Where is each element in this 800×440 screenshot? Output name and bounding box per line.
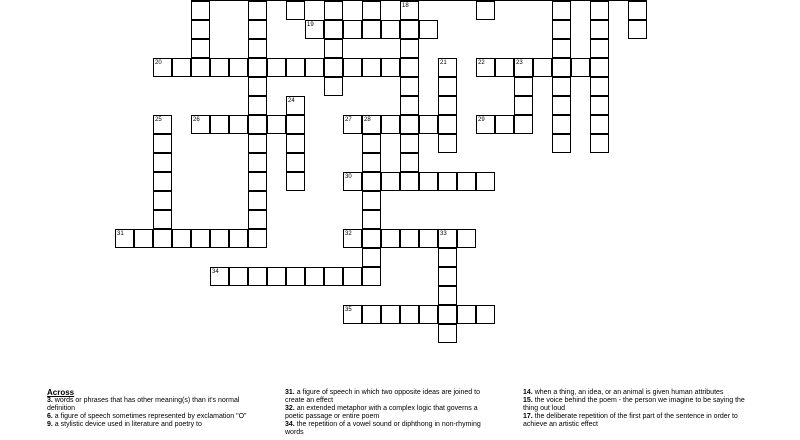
grid-cell[interactable] bbox=[324, 1, 343, 20]
grid-cell[interactable] bbox=[438, 115, 457, 134]
grid-cell[interactable] bbox=[628, 20, 647, 39]
grid-cell[interactable] bbox=[400, 77, 419, 96]
clue-number: 28 bbox=[364, 117, 371, 123]
grid-cell[interactable] bbox=[343, 229, 362, 248]
grid-cell[interactable] bbox=[248, 96, 267, 115]
grid-cell[interactable] bbox=[153, 58, 172, 77]
grid-cell[interactable] bbox=[362, 115, 381, 134]
grid-cell[interactable] bbox=[248, 58, 267, 77]
grid-cell[interactable] bbox=[400, 153, 419, 172]
grid-cell[interactable] bbox=[286, 134, 305, 153]
grid-cell[interactable] bbox=[571, 0, 590, 1]
grid-cell[interactable] bbox=[552, 115, 571, 134]
grid-cell[interactable] bbox=[438, 58, 457, 77]
grid-cell[interactable] bbox=[210, 115, 229, 134]
clue-number: 19 bbox=[307, 22, 314, 28]
grid-cell[interactable] bbox=[438, 248, 457, 267]
grid-cell[interactable] bbox=[362, 305, 381, 324]
clue-number: 33 bbox=[440, 231, 447, 237]
grid-cell[interactable] bbox=[514, 0, 533, 1]
grid-cell[interactable] bbox=[210, 58, 229, 77]
grid-cell[interactable] bbox=[590, 20, 609, 39]
grid-cell[interactable] bbox=[362, 58, 381, 77]
grid-cell[interactable] bbox=[362, 229, 381, 248]
grid-cell[interactable] bbox=[248, 134, 267, 153]
grid-cell[interactable] bbox=[495, 115, 514, 134]
grid-cell[interactable] bbox=[476, 172, 495, 191]
grid-cell[interactable] bbox=[248, 115, 267, 134]
grid-cell[interactable] bbox=[438, 324, 457, 343]
grid-cell[interactable] bbox=[609, 0, 628, 1]
clue-number: 34 bbox=[212, 269, 219, 275]
grid-cell[interactable] bbox=[343, 0, 362, 1]
grid-cell[interactable] bbox=[248, 39, 267, 58]
grid-cell[interactable] bbox=[590, 77, 609, 96]
grid-cell[interactable] bbox=[381, 0, 400, 1]
grid-cell[interactable] bbox=[495, 0, 514, 1]
grid-cell[interactable] bbox=[381, 305, 400, 324]
grid-cell[interactable] bbox=[210, 0, 229, 1]
grid-cell[interactable] bbox=[229, 0, 248, 1]
grid-cell[interactable] bbox=[191, 20, 210, 39]
grid-cell[interactable] bbox=[400, 58, 419, 77]
clue-number: 21 bbox=[440, 60, 447, 66]
grid-cell[interactable] bbox=[305, 20, 324, 39]
grid-cell[interactable] bbox=[153, 229, 172, 248]
grid-cell[interactable] bbox=[286, 115, 305, 134]
grid-cell[interactable] bbox=[438, 286, 457, 305]
grid-cell[interactable] bbox=[286, 267, 305, 286]
grid-cell[interactable] bbox=[324, 58, 343, 77]
grid-cell[interactable] bbox=[571, 58, 590, 77]
grid-cell[interactable] bbox=[590, 96, 609, 115]
grid-cell[interactable] bbox=[476, 115, 495, 134]
grid-cell[interactable] bbox=[324, 39, 343, 58]
grid-cell[interactable] bbox=[457, 229, 476, 248]
grid-cell[interactable] bbox=[400, 20, 419, 39]
grid-cell[interactable] bbox=[286, 96, 305, 115]
grid-cell[interactable] bbox=[305, 267, 324, 286]
grid-cell[interactable] bbox=[400, 172, 419, 191]
clue-number: 29 bbox=[478, 117, 485, 123]
grid-cell[interactable] bbox=[362, 267, 381, 286]
grid-cell[interactable] bbox=[438, 267, 457, 286]
grid-cell[interactable] bbox=[514, 115, 533, 134]
grid-cell[interactable] bbox=[248, 1, 267, 20]
grid-cell[interactable] bbox=[514, 77, 533, 96]
grid-cell[interactable] bbox=[248, 20, 267, 39]
grid-cell[interactable] bbox=[457, 305, 476, 324]
grid-cell[interactable] bbox=[191, 39, 210, 58]
clue-number: 18 bbox=[402, 3, 409, 9]
grid-cell[interactable] bbox=[343, 172, 362, 191]
grid-cell[interactable] bbox=[191, 58, 210, 77]
grid-cell[interactable] bbox=[267, 115, 286, 134]
clue-item: 9. a stylistic device used in literature and poetry to bbox=[47, 421, 202, 428]
grid-cell[interactable] bbox=[400, 305, 419, 324]
grid-cell[interactable] bbox=[552, 96, 571, 115]
grid-cell[interactable] bbox=[419, 172, 438, 191]
grid-cell[interactable] bbox=[438, 96, 457, 115]
grid-cell[interactable] bbox=[590, 115, 609, 134]
clue-item: 31. a figure of speech in which two opposite ideas are joined to create an effect bbox=[285, 389, 480, 404]
grid-cell[interactable] bbox=[229, 58, 248, 77]
clue-number: 25 bbox=[155, 117, 162, 123]
grid-cell[interactable] bbox=[400, 229, 419, 248]
grid-cell[interactable] bbox=[400, 39, 419, 58]
clue-item: 17. the deliberate repetition of the first part of the sentence in order to achieve an artistic effect bbox=[523, 413, 738, 428]
grid-cell[interactable] bbox=[248, 229, 267, 248]
grid-cell[interactable] bbox=[552, 1, 571, 20]
grid-cell[interactable] bbox=[153, 153, 172, 172]
grid-cell[interactable] bbox=[267, 267, 286, 286]
grid-cell[interactable] bbox=[362, 210, 381, 229]
clue-item: 14. when a thing, an idea, or an animal is given human attributes bbox=[523, 389, 724, 396]
grid-cell[interactable] bbox=[438, 134, 457, 153]
grid-cell[interactable] bbox=[362, 20, 381, 39]
grid-cell[interactable] bbox=[590, 134, 609, 153]
clue-number: 35 bbox=[345, 307, 352, 313]
clue-number: 30 bbox=[345, 174, 352, 180]
clue-column-3 bbox=[523, 389, 748, 429]
grid-cell[interactable] bbox=[343, 115, 362, 134]
grid-cell[interactable] bbox=[362, 1, 381, 20]
grid-cell[interactable] bbox=[476, 1, 495, 20]
clue-number: 24 bbox=[288, 98, 295, 104]
grid-cell[interactable] bbox=[248, 267, 267, 286]
grid-cell[interactable] bbox=[172, 229, 191, 248]
grid-cell[interactable] bbox=[590, 1, 609, 20]
grid-cell[interactable] bbox=[191, 229, 210, 248]
grid-cell[interactable] bbox=[324, 20, 343, 39]
grid-cell[interactable] bbox=[267, 0, 286, 1]
grid-cell[interactable] bbox=[533, 0, 552, 1]
grid-cell[interactable] bbox=[229, 115, 248, 134]
grid-cell[interactable] bbox=[552, 134, 571, 153]
grid-cell[interactable] bbox=[400, 1, 419, 20]
grid-cell[interactable] bbox=[229, 267, 248, 286]
grid-cell[interactable] bbox=[381, 115, 400, 134]
grid-cell[interactable] bbox=[552, 20, 571, 39]
grid-cell[interactable] bbox=[533, 58, 552, 77]
grid-cell[interactable] bbox=[343, 20, 362, 39]
grid-cell[interactable] bbox=[248, 172, 267, 191]
grid-cell[interactable] bbox=[362, 153, 381, 172]
grid-cell[interactable] bbox=[495, 58, 514, 77]
grid-cell[interactable] bbox=[305, 58, 324, 77]
grid-cell[interactable] bbox=[286, 153, 305, 172]
grid-cell[interactable] bbox=[191, 115, 210, 134]
grid-cell[interactable] bbox=[153, 210, 172, 229]
grid-cell[interactable] bbox=[248, 191, 267, 210]
grid-cell[interactable] bbox=[400, 115, 419, 134]
clue-item: 6. a figure of speech sometimes represented by exclamation "O" bbox=[47, 413, 247, 420]
grid-cell[interactable] bbox=[400, 96, 419, 115]
grid-cell[interactable] bbox=[590, 58, 609, 77]
grid-cell[interactable] bbox=[362, 172, 381, 191]
grid-cell[interactable] bbox=[305, 0, 324, 1]
grid-cell[interactable] bbox=[362, 191, 381, 210]
grid-cell[interactable] bbox=[286, 58, 305, 77]
grid-cell[interactable] bbox=[362, 134, 381, 153]
grid-cell[interactable] bbox=[514, 96, 533, 115]
grid-cell[interactable] bbox=[628, 1, 647, 20]
grid-cell[interactable] bbox=[476, 305, 495, 324]
grid-cell[interactable] bbox=[381, 172, 400, 191]
grid-cell[interactable] bbox=[248, 153, 267, 172]
grid-cell[interactable] bbox=[552, 39, 571, 58]
grid-cell[interactable] bbox=[419, 20, 438, 39]
grid-cell[interactable] bbox=[552, 77, 571, 96]
clue-item: 3. words or phrases that has other meaning(s) than it's normal definition bbox=[47, 397, 240, 412]
grid-cell[interactable] bbox=[248, 210, 267, 229]
clue-number: 32 bbox=[345, 231, 352, 237]
clue-number: 27 bbox=[345, 117, 352, 123]
grid-cell[interactable] bbox=[172, 58, 191, 77]
grid-cell[interactable] bbox=[419, 305, 438, 324]
grid-cell[interactable] bbox=[324, 267, 343, 286]
grid-cell[interactable] bbox=[457, 172, 476, 191]
grid-cell[interactable] bbox=[248, 77, 267, 96]
grid-cell[interactable] bbox=[134, 229, 153, 248]
grid-cell[interactable] bbox=[419, 229, 438, 248]
clue-list bbox=[0, 385, 800, 440]
grid-cell[interactable] bbox=[438, 172, 457, 191]
clue-number: 31 bbox=[117, 231, 124, 237]
grid-cell[interactable] bbox=[400, 134, 419, 153]
grid-cell[interactable] bbox=[210, 267, 229, 286]
grid-cell[interactable] bbox=[476, 58, 495, 77]
grid-cell[interactable] bbox=[381, 20, 400, 39]
clue-column-1 bbox=[47, 389, 262, 429]
grid-cell[interactable] bbox=[153, 134, 172, 153]
grid-cell[interactable] bbox=[514, 58, 533, 77]
grid-cell[interactable] bbox=[210, 229, 229, 248]
grid-cell[interactable] bbox=[438, 77, 457, 96]
grid-cell[interactable] bbox=[286, 1, 305, 20]
grid-cell[interactable] bbox=[267, 58, 286, 77]
grid-cell[interactable] bbox=[419, 115, 438, 134]
clue-number: 26 bbox=[193, 117, 200, 123]
grid-cell[interactable] bbox=[286, 172, 305, 191]
grid-cell[interactable] bbox=[153, 115, 172, 134]
grid-cell[interactable] bbox=[419, 0, 438, 1]
grid-cell[interactable] bbox=[590, 39, 609, 58]
grid-cell[interactable] bbox=[343, 305, 362, 324]
clue-item: 15. the voice behind the poem - the person we imagine to be saying the thing out loud bbox=[523, 397, 745, 412]
grid-cell[interactable] bbox=[438, 0, 457, 1]
grid-cell[interactable] bbox=[438, 305, 457, 324]
grid-cell[interactable] bbox=[438, 229, 457, 248]
clue-number: 23 bbox=[516, 60, 523, 66]
clue-item: 32. an extended metaphor with a complex logic that governs a poetic passage or entire poem bbox=[285, 405, 478, 420]
grid-cell[interactable] bbox=[343, 267, 362, 286]
clue-column-2 bbox=[285, 389, 495, 437]
grid-cell[interactable] bbox=[381, 58, 400, 77]
clue-number: 20 bbox=[155, 60, 162, 66]
grid-cell[interactable] bbox=[324, 77, 343, 96]
grid-cell[interactable] bbox=[115, 229, 134, 248]
grid-cell[interactable] bbox=[362, 248, 381, 267]
grid-cell[interactable] bbox=[381, 229, 400, 248]
grid-cell[interactable] bbox=[153, 172, 172, 191]
grid-cell[interactable] bbox=[457, 0, 476, 1]
grid-cell[interactable] bbox=[343, 58, 362, 77]
grid-cell[interactable] bbox=[191, 1, 210, 20]
clue-item: 34. the repetition of a vowel sound or diphthong in non-rhyming words bbox=[285, 421, 481, 436]
grid-cell[interactable] bbox=[552, 58, 571, 77]
grid-cell[interactable] bbox=[153, 191, 172, 210]
grid-cell[interactable] bbox=[229, 229, 248, 248]
across-heading: Across bbox=[47, 388, 75, 397]
clue-number: 22 bbox=[478, 60, 485, 66]
